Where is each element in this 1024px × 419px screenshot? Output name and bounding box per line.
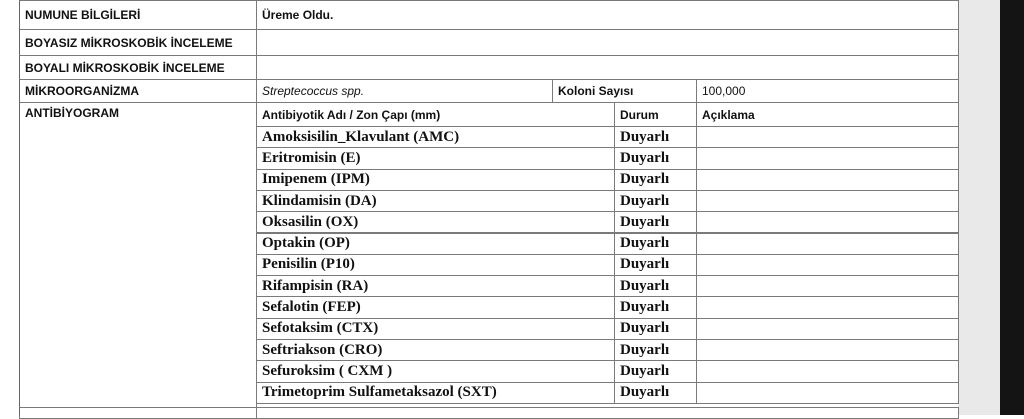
antibiotic-name: Trimetoprim Sulfametaksazol (SXT) — [256, 382, 615, 404]
antibiotic-status: Duyarlı — [614, 296, 697, 318]
antibiotic-note — [696, 254, 959, 276]
antibiotic-status: Duyarlı — [614, 211, 697, 233]
antibiotic-name: Sefuroksim ( CXM ) — [256, 360, 615, 382]
col-header-status: Durum — [614, 102, 697, 127]
antibiotic-status: Duyarlı — [614, 382, 697, 404]
antibiotic-note — [696, 360, 959, 382]
antibiotic-status: Duyarlı — [614, 147, 697, 169]
antibiotic-status: Duyarlı — [614, 318, 697, 340]
antibiotic-status: Duyarlı — [614, 339, 697, 361]
mikro-value: Streptecoccus spp. — [256, 79, 553, 103]
antibiotic-status: Duyarlı — [614, 360, 697, 382]
antibiotic-status: Duyarlı — [614, 169, 697, 191]
antibiotic-note — [696, 382, 959, 404]
col-header-name: Antibiyotik Adı / Zon Çapı (mm) — [256, 102, 615, 127]
antibiotic-note — [696, 296, 959, 318]
antibiotic-note — [696, 211, 959, 233]
antibiotic-name: Rifampisin (RA) — [256, 275, 615, 297]
col-header-note: Açıklama — [696, 102, 959, 127]
boyali-label: BOYALI MİKROSKOBİK İNCELEME — [19, 55, 257, 80]
antibiotic-status: Duyarlı — [614, 190, 697, 212]
window-edge — [1000, 0, 1024, 415]
next-row-label — [19, 407, 257, 419]
koloni-label: Koloni Sayısı — [552, 79, 697, 103]
antibiotic-name: Optakin (OP) — [256, 233, 615, 255]
antibiotic-name: Sefotaksim (CTX) — [256, 318, 615, 340]
antibiotic-name: Amoksisilin_Klavulant (AMC) — [256, 126, 615, 148]
antibiotic-name: Imipenem (IPM) — [256, 169, 615, 191]
antibiotic-name: Eritromisin (E) — [256, 147, 615, 169]
scroll-gutter — [958, 0, 1000, 415]
antibiotic-note — [696, 318, 959, 340]
antibiotic-status: Duyarlı — [614, 275, 697, 297]
antibiotic-status: Duyarlı — [614, 254, 697, 276]
antibiotic-name: Klindamisin (DA) — [256, 190, 615, 212]
antibiotic-name: Seftriakson (CRO) — [256, 339, 615, 361]
antibiotic-name: Oksasilin (OX) — [256, 211, 615, 233]
antibiotic-note — [696, 126, 959, 148]
boyasiz-value — [256, 29, 959, 56]
antibiotic-note — [696, 147, 959, 169]
antibiotic-status: Duyarlı — [614, 233, 697, 255]
boyali-value — [256, 55, 959, 80]
boyasiz-label: BOYASIZ MİKROSKOBİK İNCELEME — [19, 29, 257, 56]
antibiyogram-label: ANTİBİYOGRAM — [19, 102, 257, 408]
antibiotic-note — [696, 190, 959, 212]
koloni-value: 100,000 — [696, 79, 959, 103]
antibiotic-note — [696, 233, 959, 255]
antibiotic-name: Penisilin (P10) — [256, 254, 615, 276]
next-row-value — [256, 407, 959, 419]
numune-label: NUMUNE BİLGİLERİ — [19, 0, 257, 30]
antibiotic-name: Sefalotin (FEP) — [256, 296, 615, 318]
numune-value: Üreme Oldu. — [256, 0, 959, 30]
mikro-label: MİKROORGANİZMA — [19, 79, 257, 103]
antibiotic-note — [696, 275, 959, 297]
antibiotic-status: Duyarlı — [614, 126, 697, 148]
antibiotic-note — [696, 169, 959, 191]
antibiotic-note — [696, 339, 959, 361]
frame-left — [19, 0, 20, 415]
